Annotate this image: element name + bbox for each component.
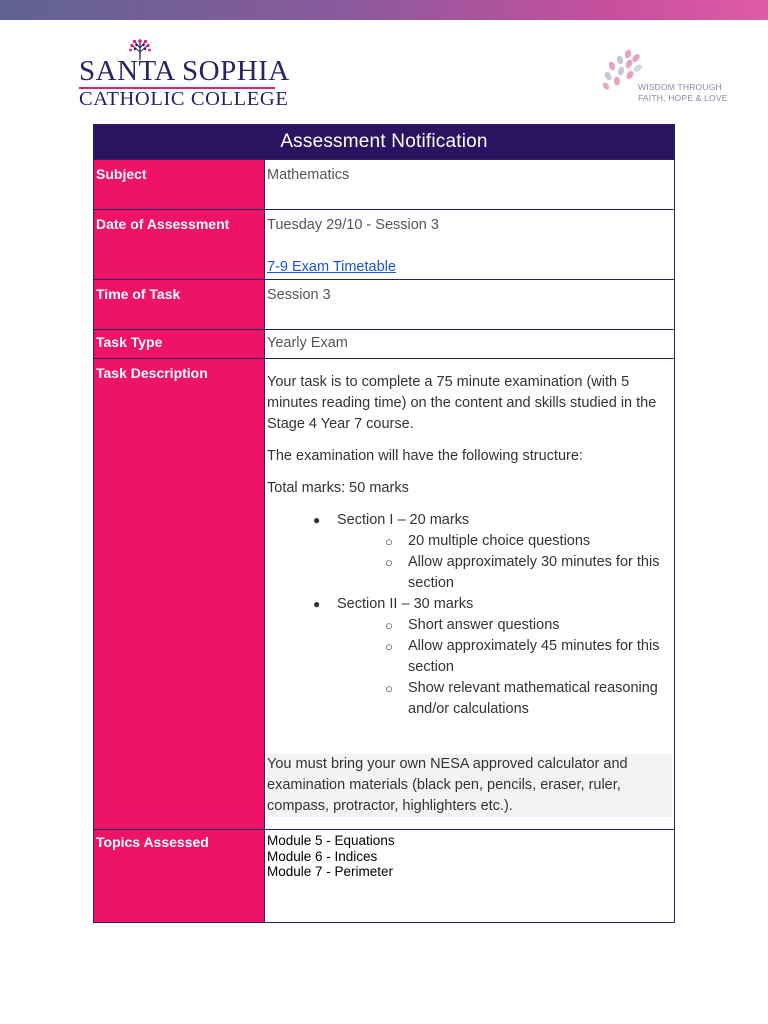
description-structure: The examination will have the following structure: <box>267 448 583 464</box>
time-value: Session 3 <box>267 287 331 303</box>
circle-bullet-icon: ○ <box>385 555 393 570</box>
time-row <box>94 279 674 329</box>
description-intro: Your task is to complete a 75 minute examination (with 5 minutes reading time) on the content and skills studied in the Stage 4 Year 7 course. <box>267 374 657 432</box>
list-item <box>267 552 672 594</box>
topics-row <box>94 829 674 922</box>
type-value: Yearly Exam <box>267 335 348 351</box>
description-cell <box>265 359 674 829</box>
assessment-table <box>93 124 675 923</box>
date-label: Date of Assessment <box>94 210 265 279</box>
list-item <box>267 531 672 552</box>
topic-item-1: Module 5 - Equations <box>267 833 395 848</box>
circle-bullet-icon: ○ <box>385 534 393 549</box>
description-label: Task Description <box>94 359 265 829</box>
list-item <box>267 510 672 531</box>
circle-bullet-icon: ○ <box>385 681 393 696</box>
topics-label: Topics Assessed <box>94 830 265 922</box>
subject-row <box>94 159 674 209</box>
list-item <box>267 678 672 720</box>
circle-bullet-icon: ○ <box>385 618 393 633</box>
exam-timetable-link[interactable]: 7-9 Exam Timetable <box>267 259 396 275</box>
subject-value: Mathematics <box>267 167 350 183</box>
list-item <box>267 594 672 615</box>
bullet-icon: ● <box>313 513 321 527</box>
topic-item-3: Module 7 - Perimeter <box>267 864 394 879</box>
topics-cell <box>265 830 674 922</box>
list-item <box>267 636 672 678</box>
list-item <box>267 615 672 636</box>
description-total: Total marks: 50 marks <box>267 480 409 496</box>
section-1-item-2: Allow approximately 30 minutes for this section <box>408 554 660 591</box>
section-2-title: Section II – 30 marks <box>337 596 474 612</box>
description-row <box>94 358 674 829</box>
motto-line1: WISDOM THROUGH <box>638 82 722 92</box>
date-row <box>94 209 674 279</box>
description-closing: You must bring your own NESA approved calculator and examination materials (black pen, pencils, eraser, ruler, compass, protractor, highlighters etc.). <box>267 754 672 817</box>
date-cell <box>265 210 674 279</box>
type-row <box>94 329 674 358</box>
date-value: Tuesday 29/10 - Session 3 <box>267 217 439 233</box>
circle-bullet-icon: ○ <box>385 639 393 654</box>
motto-line2: FAITH, HOPE & LOVE <box>638 93 728 103</box>
motto-logo <box>600 46 730 110</box>
top-gradient-bar <box>0 0 768 20</box>
motto-text <box>638 82 728 104</box>
section-2-item-3: Show relevant mathematical reasoning and/or calculations <box>408 680 658 717</box>
logo-name-line1: SANTA SOPHIA <box>79 55 290 87</box>
section-1-title: Section I – 20 marks <box>337 512 470 528</box>
section-list <box>267 510 672 720</box>
subject-label: Subject <box>94 160 265 209</box>
time-label: Time of Task <box>94 280 265 329</box>
college-logo <box>79 38 290 110</box>
logo-name-line2: CATHOLIC COLLEGE <box>79 88 289 110</box>
section-2-item-1: Short answer questions <box>408 617 560 633</box>
bullet-icon: ● <box>313 597 321 611</box>
table-title: Assessment Notification <box>94 125 674 159</box>
topic-item-2: Module 6 - Indices <box>267 848 378 864</box>
type-label: Task Type <box>94 330 265 358</box>
section-2-item-2: Allow approximately 45 minutes for this section <box>408 638 660 675</box>
section-1-item-1: 20 multiple choice questions <box>408 533 591 549</box>
